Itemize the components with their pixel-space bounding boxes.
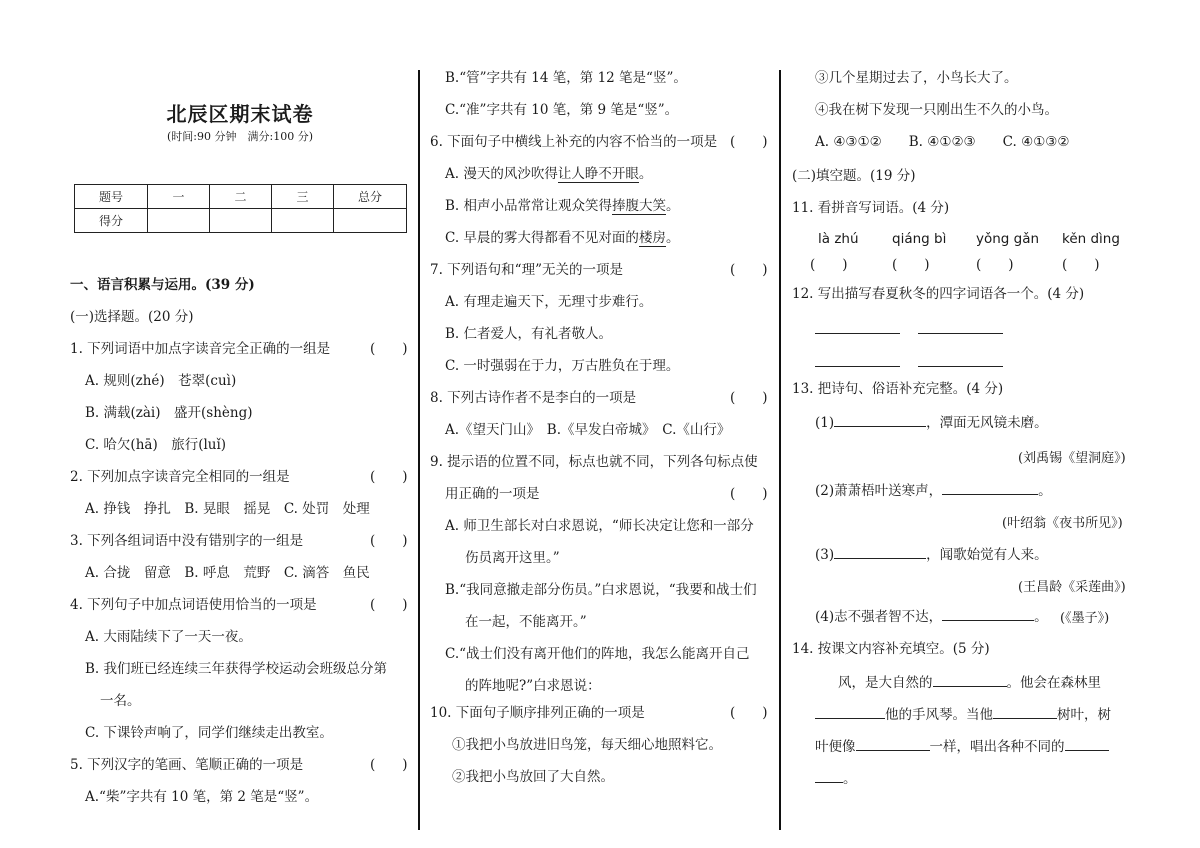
option-text: A. 挣钱 挣扎 B. 晃眼 摇晃 C. 处罚 处理 [85,501,370,517]
question-5: 5. 下列汉字的笔画、笔顺正确的一项是 [70,757,304,773]
answer-line[interactable] [918,332,1003,334]
fill-line: 叶便像 一样，唱出各种不同的 [815,735,1109,757]
option-text: C.“战士们没有离开他们的阵地，我怎么能离开自己 [445,646,750,662]
option-text: 一名。 [100,693,141,709]
blank[interactable] [815,703,885,719]
question-2: 2. 下列加点字读音完全相同的一组是 [70,469,290,485]
score-table-score-row [75,209,407,233]
option-text: C. 下课铃声响了，同学们继续走出教室。 [85,725,333,741]
score-input-2[interactable] [210,209,272,233]
score-table-cell: 总分 [334,185,407,209]
option-text: A. 大雨陆续下了一天一夜。 [85,629,252,645]
option-text: 在一起，不能离开。” [465,614,587,630]
score-table-cell: 三 [272,185,334,209]
option-text: C.“准”字共有 10 笔，第 9 笔是“竖”。 [445,102,679,118]
fill-line: 他的手风琴。当他 树叶，树 [815,703,1111,725]
question-13: 13. 把诗句、俗语补充完整。(4 分) [792,381,1004,397]
answer-paren[interactable]: ( ) [892,257,930,273]
question-9-cont: 用正确的一项是 [445,486,540,502]
answer-paren[interactable]: ( ) [370,757,408,773]
question-8: 8. 下列古诗作者不是李白的一项是 [430,390,637,406]
poem-source: (《墨子》) [1060,611,1110,626]
option-text: C. 一时强弱在于力，万古胜负在于理。 [445,358,680,374]
option-text: A. ④③①② B. ④①②③ C. ④①③② [815,134,1070,150]
question-14: 14. 按课文内容补充填空。(5 分) [792,641,990,657]
answer-line[interactable] [918,365,1003,367]
score-input-3[interactable] [272,209,334,233]
score-input-total[interactable] [334,209,407,233]
question-11: 11. 看拼音写词语。(4 分) [792,200,950,216]
column-divider-right [779,70,781,830]
score-table-cell: 二 [210,185,272,209]
score-input-1[interactable] [148,209,210,233]
part-heading: (一)选择题。(20 分) [70,309,194,325]
answer-paren[interactable]: ( ) [370,533,408,549]
answer-paren[interactable]: ( ) [730,705,768,721]
answer-paren[interactable]: ( ) [1062,257,1100,273]
pinyin-4: kěn dìng [1062,231,1120,247]
fill-line: (4)志不强者智不达， 。 [815,605,1048,627]
question-1: 1. 下列词语中加点字读音完全正确的一组是 [70,341,331,357]
pinyin-1: là zhú [818,231,859,247]
score-table-cell: 一 [148,185,210,209]
poem-source: (王昌龄《采莲曲》) [1018,580,1126,595]
option-text: C. 哈欠(hā) 旅行(luǐ) [85,437,227,453]
blank[interactable] [834,543,926,559]
sentence-item: ③几个星期过去了，小鸟长大了。 [815,70,1018,86]
option-text: B. 仁者爱人，有礼者敬人。 [445,326,613,342]
answer-paren[interactable]: ( ) [370,469,408,485]
question-3: 3. 下列各组词语中没有错别字的一组是 [70,533,304,549]
column-divider-left [418,70,420,830]
sentence-item: ②我把小鸟放回了大自然。 [452,769,614,785]
answer-paren[interactable]: ( ) [370,341,408,357]
option-text: B. 满载(zài) 盛开(shèng) [85,405,253,421]
option-text: A. 漫天的风沙吹得让人睁不开眼。 [445,166,653,182]
option-text: 的阵地呢?”白求恩说： [465,678,601,694]
option-text: A.“柴”字共有 10 笔，第 2 笔是“竖”。 [85,789,319,805]
sentence-item: ①我把小鸟放进旧鸟笼，每天细心地照料它。 [452,737,722,753]
blank[interactable] [942,479,1038,495]
fill-line: 。 [815,767,857,789]
answer-paren[interactable]: ( ) [730,134,768,150]
answer-paren[interactable]: ( ) [810,257,848,273]
question-6: 6. 下面句子中横线上补充的内容不恰当的一项是 [430,134,718,150]
pinyin-2: qiáng bì [892,231,947,247]
option-text: B. 相声小品常常让观众笑得捧腹大笑。 [445,198,680,214]
option-text: A. 师卫生部长对白求恩说，“师长决定让您和一部分 [445,518,754,534]
fill-line: (1) ，潭面无风镜未磨。 [815,411,1048,433]
blank[interactable] [856,735,930,751]
blank[interactable] [834,411,926,427]
question-9: 9. 提示语的位置不同，标点也就不同，下列各句标点使 [430,454,758,470]
answer-paren[interactable]: ( ) [370,597,408,613]
score-table-header-row [75,185,407,209]
option-text: B.“管”字共有 14 笔，第 12 笔是“竖”。 [445,70,687,86]
score-table-cell: 题号 [75,185,148,209]
exam-title: 北辰区期末试卷 [166,102,314,126]
answer-paren[interactable]: ( ) [976,257,1014,273]
question-7: 7. 下列语句和“理”无关的一项是 [430,262,623,278]
option-text: C. 早晨的雾大得都看不见对面的楼房。 [445,230,680,246]
blank[interactable] [993,703,1057,719]
answer-paren[interactable]: ( ) [730,390,768,406]
answer-paren[interactable]: ( ) [730,262,768,278]
question-10: 10. 下面句子顺序排列正确的一项是 [430,705,645,721]
answer-line[interactable] [815,332,900,334]
option-text: A. 有理走遍天下，无理寸步难行。 [445,294,653,310]
score-table-cell: 得分 [75,209,148,233]
question-12: 12. 写出描写春夏秋冬的四字词语各一个。(4 分) [792,286,1085,302]
part-heading: (二)填空题。(19 分) [792,168,916,184]
question-4: 4. 下列句子中加点词语使用恰当的一项是 [70,597,317,613]
blank[interactable] [1065,735,1109,751]
score-table [74,184,407,233]
poem-source: (叶绍翁《夜书所见》) [1002,516,1123,531]
fill-line: (3) ，闻歌始觉有人来。 [815,543,1048,565]
answer-paren[interactable]: ( ) [730,486,768,502]
fill-line: 风，是大自然的 。他会在森林里 [838,671,1101,693]
option-text: A. 合拢 留意 B. 呼息 荒野 C. 滴答 鱼民 [85,565,370,581]
option-text: A.《望天门山》 B.《早发白帝城》 C.《山行》 [445,422,731,438]
blank[interactable] [942,605,1034,621]
option-text: B. 我们班已经连续三年获得学校运动会班级总分第 [85,661,388,677]
answer-line[interactable] [815,365,900,367]
blank[interactable] [933,671,1007,687]
exam-subtitle: (时间:90 分钟 满分:100 分) [167,130,313,143]
section-heading: 一、语言积累与运用。(39 分) [70,277,255,293]
sentence-item: ④我在树下发现一只刚出生不久的小鸟。 [815,102,1058,118]
option-text: B.“我同意撤走部分伤员。”白求恩说，“我要和战士们 [445,582,757,598]
blank[interactable] [815,767,843,783]
pinyin-3: yǒng gǎn [976,231,1040,247]
option-text: 伤员离开这里。” [465,550,560,566]
option-text: A. 规则(zhé) 苍翠(cuì) [85,373,237,389]
poem-source: (刘禹锡《望洞庭》) [1018,451,1126,466]
fill-line: (2)萧萧梧叶送寒声， 。 [815,479,1052,501]
